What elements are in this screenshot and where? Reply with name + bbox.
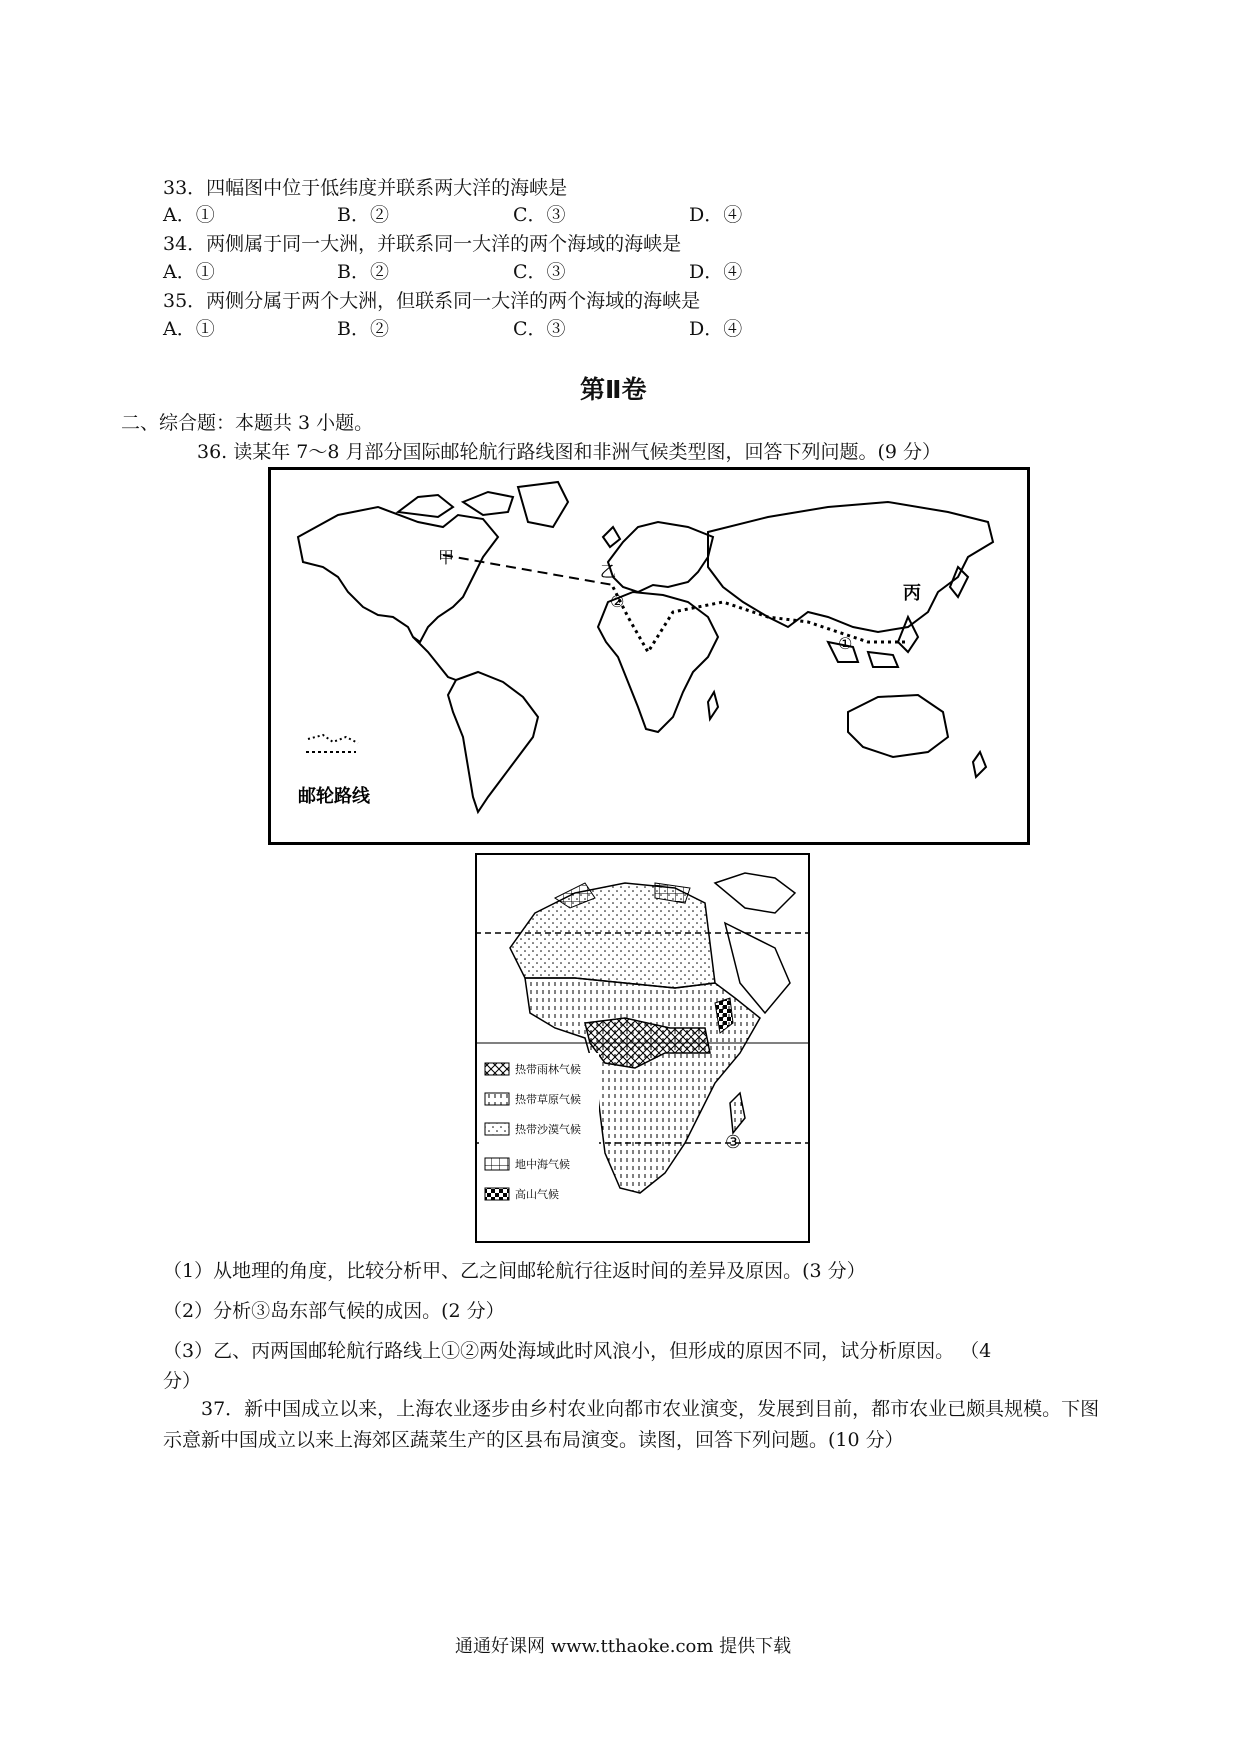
question-33-option-b: B．② [337, 204, 389, 226]
question-36-sub3-line1: （3）乙、丙两国邮轮航行路线上①②两处海域此时风浪小，但形成的原因不同，试分析原因。 （4 [163, 1340, 992, 1362]
question-34-option-c: C．③ [513, 261, 566, 283]
world-cruise-map [268, 467, 1030, 845]
legend-desert: 热带沙漠气候 [515, 1123, 581, 1136]
question-36-sub2: （2）分析③岛东部气候的成因。(2 分） [163, 1300, 505, 1322]
africa-climate-map [475, 853, 810, 1243]
label-circle1: ① [838, 634, 853, 653]
question-37-text: 37．新中国成立以来，上海农业逐步由乡村农业向都市农业演变，发展到目前，都市农业已颇具规模。下图示意新中国成立以来上海郊区蔬菜生产的区县布局演变。读图，回答下列问题。(10 分） [163, 1398, 1100, 1451]
question-35-option-c: C．③ [513, 318, 566, 340]
question-34-option-b: B．② [337, 261, 389, 283]
africa-legend [479, 1053, 599, 1238]
question-35-option-d: D．④ [689, 318, 743, 340]
question-33-option-c: C．③ [513, 204, 566, 226]
question-33-option-d: D．④ [689, 204, 743, 226]
question-33-option-a: A．① [163, 204, 215, 226]
label-bing: 丙 [903, 583, 921, 604]
question-36-sub3-line2: 分） [163, 1370, 202, 1392]
label-yi: 乙 [600, 562, 617, 581]
question-33-stem: 33．四幅图中位于低纬度并联系两大洋的海峡是 [163, 177, 568, 199]
page-footer: 通通好课网 www.tthaoke.com 提供下载 [455, 1636, 792, 1657]
legend-mediterranean: 地中海气候 [515, 1158, 570, 1171]
label-circle3: ③ [725, 1132, 742, 1153]
question-36-intro: 36. 读某年 7～8 月部分国际邮轮航行路线图和非洲气候类型图，回答下列问题。(9 分） [197, 441, 942, 463]
question-35-option-b: B．② [337, 318, 389, 340]
label-jia: 甲 [438, 548, 455, 567]
question-36-sub1: （1）从地理的角度，比较分析甲、乙之间邮轮航行往返时间的差异及原因。(3 分） [163, 1260, 866, 1282]
legend-highland: 高山气候 [515, 1188, 559, 1201]
label-circle2: ② [610, 592, 625, 611]
legend-label-cruise-route: 邮轮路线 [298, 786, 370, 807]
question-34-stem: 34．两侧属于同一大洲，并联系同一大洋的两个海域的海峡是 [163, 233, 682, 255]
question-35-stem: 35．两侧分属于两个大洲，但联系同一大洋的两个海域的海峡是 [163, 290, 701, 312]
part-title: 第Ⅱ卷 [580, 375, 647, 404]
section-heading: 二、综合题：本题共 3 小题。 [121, 412, 374, 434]
legend-rainforest: 热带雨林气候 [515, 1063, 581, 1076]
question-34-option-a: A．① [163, 261, 215, 283]
question-34-option-d: D．④ [689, 261, 743, 283]
legend-savanna: 热带草原气候 [515, 1093, 581, 1106]
question-35-option-a: A．① [163, 318, 215, 340]
